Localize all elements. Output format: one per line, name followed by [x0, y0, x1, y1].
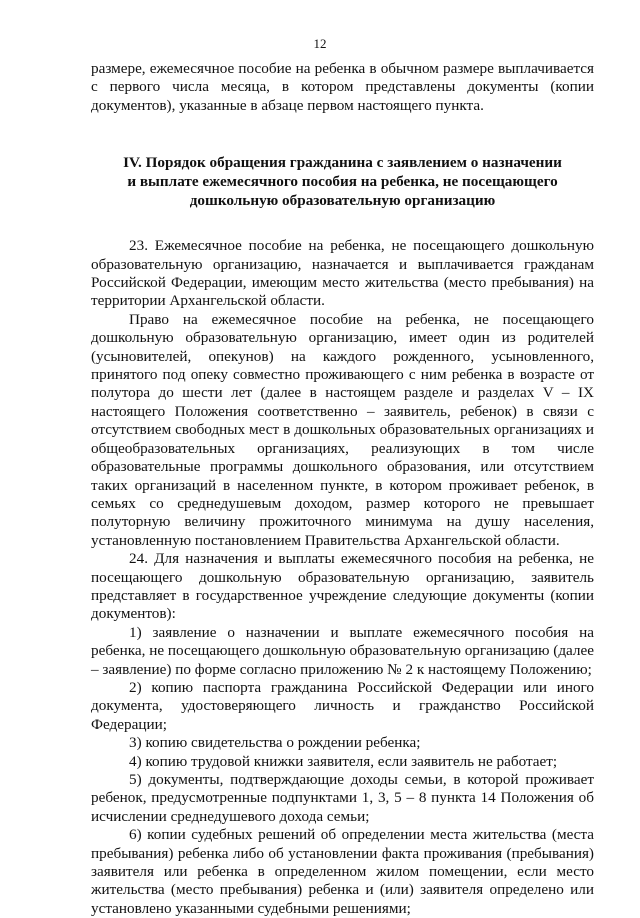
- section-heading-line: дошкольную образовательную организацию: [189, 192, 496, 210]
- list-item-court-decisions: 6) копии судебных решений об определении места жительства (места пребывания) ребенка либо об установлении факта проживания (пребывания) заявителя или ребенка в определенном жилом помещении, если место жительства (место пребывания) ребенка и (или) заявителя определено или установлено указанными судебными решениями;: [91, 826, 594, 917]
- list-item-income-documents: 5) документы, подтверждающие доходы семьи, в которой проживает ребенок, предусмотренные подпунктами 1, 3, 5 – 8 пункта 14 Положения об исчислении среднедушевого дохода семьи;: [91, 771, 594, 825]
- section-heading-line: и выплате ежемесячного пособия на ребенка, не посещающего: [127, 173, 558, 191]
- paragraph-right-to-allowance: Право на ежемесячное пособие на ребенка, не посещающего дошкольную образовательную организацию, имеет один из родителей (усыновителей, опекунов) на каждого рожденного, усыновленного, принятого под опеку совместно проживающего с ним ребенка в возрасте от полутора до шести лет (далее в настоящем разделе и разделах V – IX настоящего Положения соответственно – заявитель, ребенок) в связи с отсутствием свободных мест в дошкольных образовательных организациях и общеобразовательных организациях, реализующих в том числе образовательные программы дошкольного образования, или отсутствием таких организаций в населенном пункте, в котором проживает ребенок, в семьях со среднедушевым доходом, размер которого не превышает полуторную величину прожиточного минимума на душу населения, установленную постановлением Правительства Архангельской области.: [91, 310, 594, 549]
- list-item-birth-certificate: 3) копию свидетельства о рождении ребенка;: [129, 734, 421, 752]
- section-heading-line: IV. Порядок обращения гражданина с заявлением о назначении: [123, 154, 562, 172]
- list-item-passport: 2) копию паспорта гражданина Российской Федерации или иного документа, удостоверяющего личность и гражданство Российской Федерации;: [91, 678, 594, 733]
- list-item-application: 1) заявление о назначении и выплате ежемесячного пособия на ребенка, не посещающего дошкольную образовательную организацию (далее – заявление) по форме согласно приложению № 2 к настоящему Положению;: [91, 623, 594, 678]
- paragraph-24: 24. Для назначения и выплаты ежемесячного пособия на ребенка, не посещающего дошкольную образовательную организацию, заявитель представляет в государственное учреждение следующие документы (копии документов):: [91, 550, 594, 623]
- page-number: 12: [313, 36, 327, 51]
- paragraph-23: 23. Ежемесячное пособие на ребенка, не посещающего дошкольную образовательную организацию, назначается и выплачивается гражданам Российской Федерации, имеющим место жительства (место пребывания) на территории Архангельской области.: [91, 237, 594, 310]
- paragraph-continuation: размере, ежемесячное пособие на ребенка в обычном размере выплачивается с первого числа месяца, в котором представлены документы (копии документов), указанные в абзаце первом настоящего пункта.: [91, 60, 594, 114]
- document-body: [91, 60, 594, 918]
- section-heading: [91, 153, 594, 210]
- list-item-work-book: 4) копию трудовой книжки заявителя, если заявитель не работает;: [129, 752, 558, 770]
